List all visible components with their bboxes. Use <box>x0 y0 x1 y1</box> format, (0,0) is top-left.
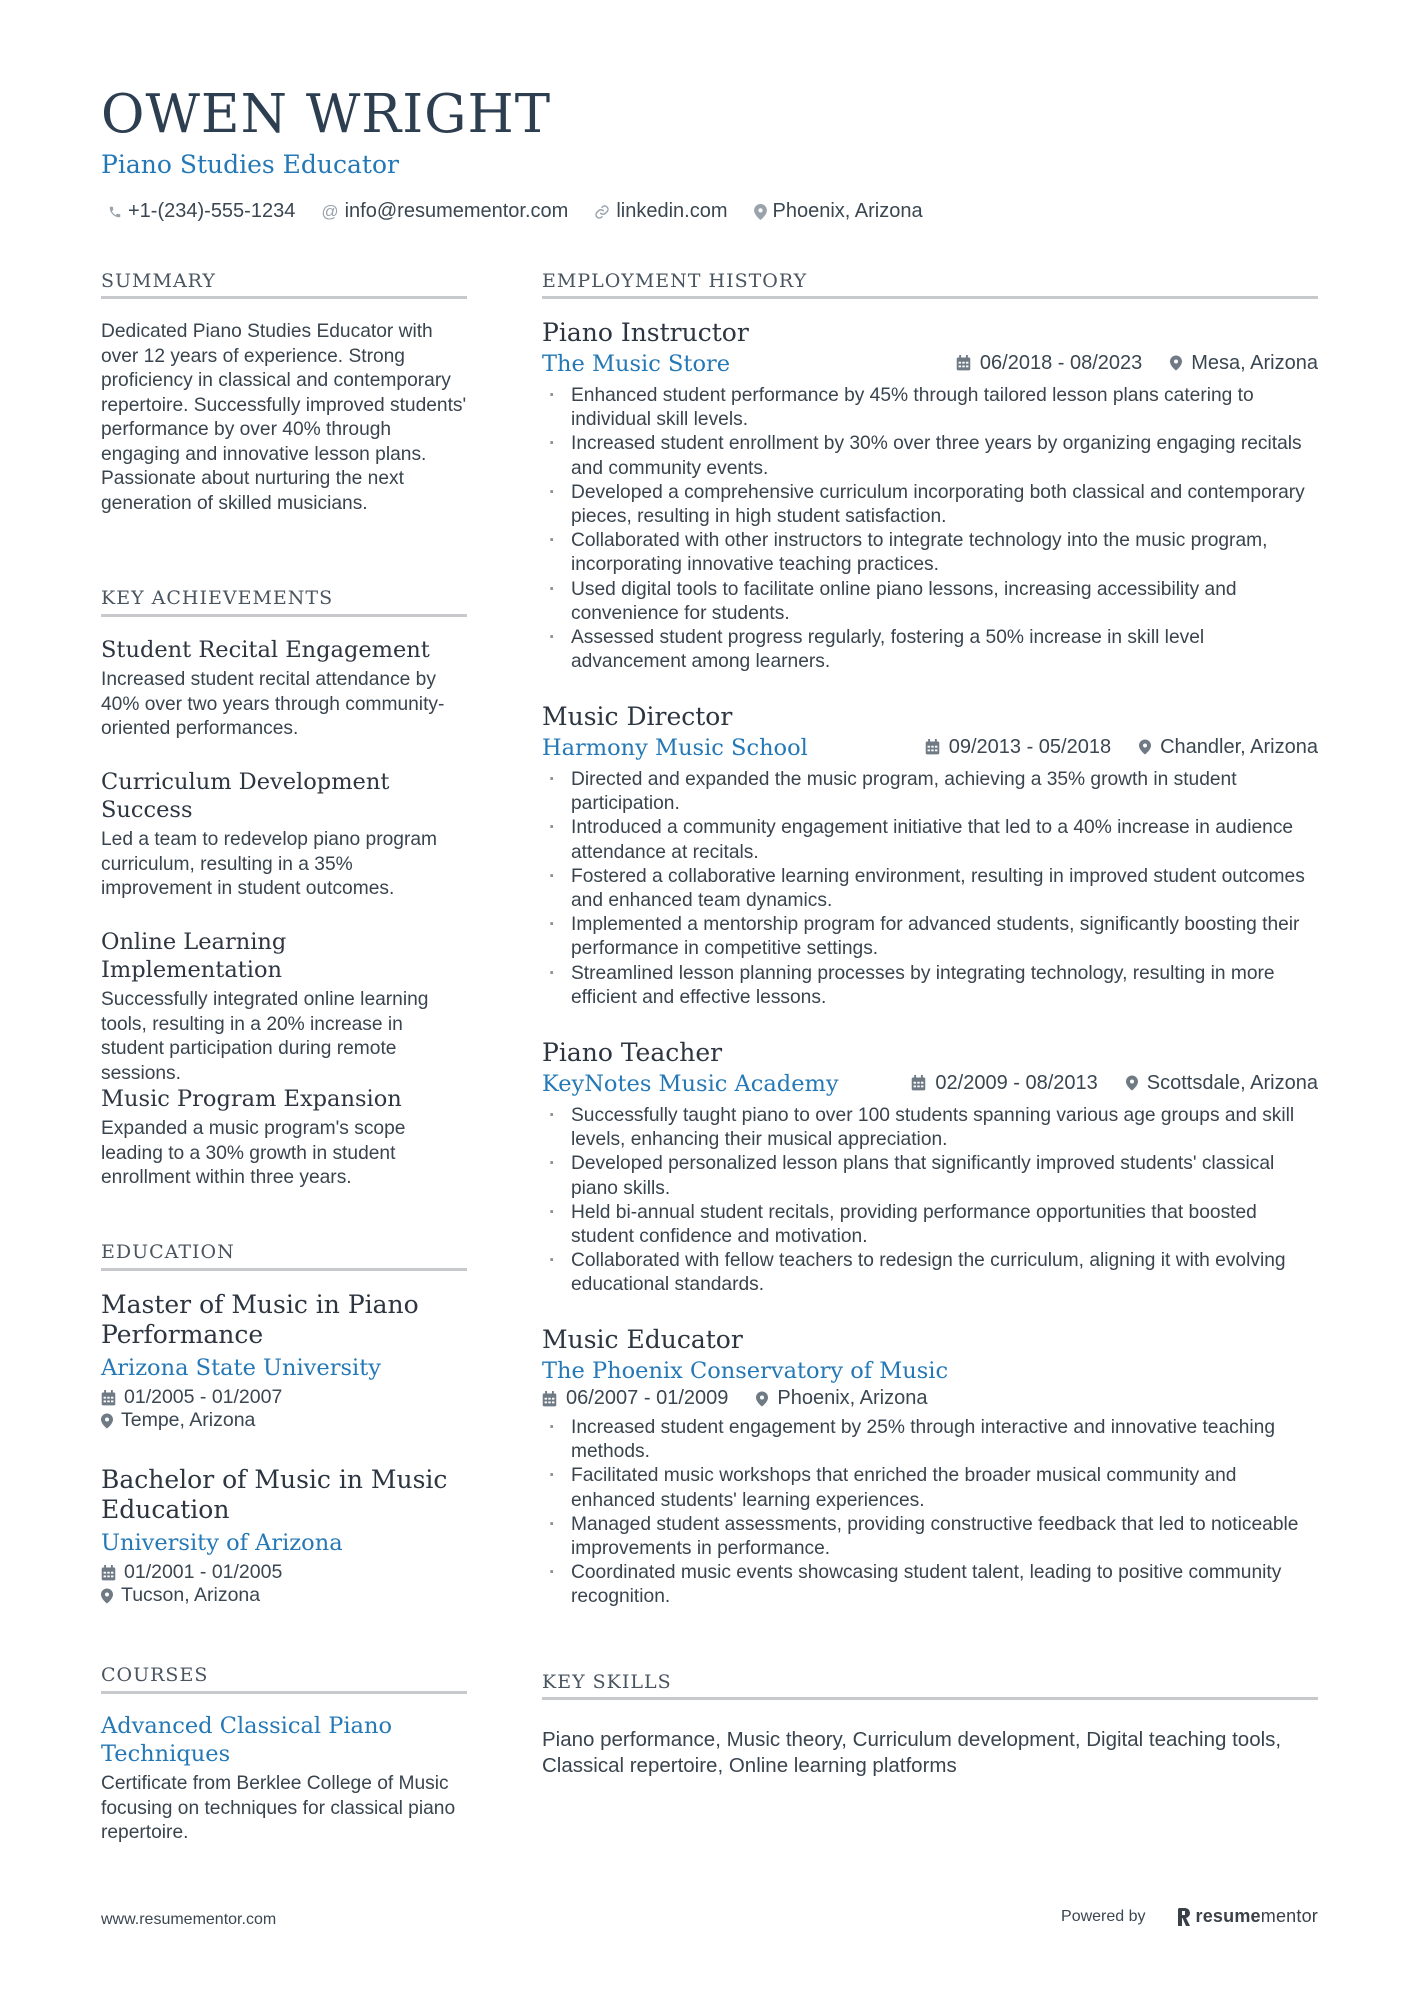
job-dates: 06/2018 - 08/2023 <box>979 351 1143 374</box>
powered-by-label: Powered by <box>1061 1907 1146 1925</box>
employment-heading: EMPLOYMENT HISTORY <box>542 270 808 292</box>
job-bullets <box>542 768 1318 1010</box>
job-location: Mesa, Arizona <box>1191 351 1318 374</box>
job-role: Piano Instructor <box>542 318 749 347</box>
calendar-icon <box>911 1075 926 1091</box>
job-header-row <box>542 734 1318 762</box>
courses-divider <box>101 1691 467 1694</box>
course-item <box>101 1712 467 1846</box>
job-bullet: · Developed personalized lesson plans that significantly improved students' classical piano skills. <box>542 1152 1318 1200</box>
education-dates <box>101 1386 467 1409</box>
job-bullets <box>542 1104 1318 1298</box>
location-icon <box>101 1413 113 1429</box>
location-text: Tucson, Arizona <box>121 1584 261 1606</box>
achievement-title: Online Learning Implementation <box>101 929 287 983</box>
job-bullet: · Directed and expanded the music program, achieving a 35% growth in student participation. <box>542 768 1318 816</box>
phone-text: +1-(234)-555-1234 <box>128 200 296 222</box>
job-bullet: · Successfully taught piano to over 100 students spanning various age groups and skill levels, enhancing their musical appreciation. <box>542 1104 1318 1152</box>
job-bullet: · Increased student enrollment by 30% over three years by organizing engaging recitals and community events. <box>542 432 1318 480</box>
summary-heading: SUMMARY <box>101 270 216 292</box>
calendar-icon <box>101 1390 116 1406</box>
job-bullets <box>542 384 1318 674</box>
summary-text: Dedicated Piano Studies Educator with over 12 years of experience. Strong proficiency in classical and contemporary repertoire. Successfully improved students' performance by over 40% through engaging and innovative lesson plans. Passionate about nurturing the next generation of skilled musicians. <box>101 321 467 514</box>
education-location <box>101 1409 467 1432</box>
job-dates: 06/2007 - 01/2009 <box>566 1387 729 1409</box>
job-bullet: · Streamlined lesson planning processes by integrating technology, resulting in more efficient and effective lessons. <box>542 962 1318 1010</box>
job-entry <box>542 702 1318 1010</box>
course-title: Advanced Classical Piano Techniques <box>101 1713 393 1767</box>
job-company: The Music Store <box>542 351 731 377</box>
footer-brand <box>1061 1906 1318 1927</box>
job-role: Piano Teacher <box>542 1038 723 1067</box>
job-bullet: · Assessed student progress regularly, fostering a 50% increase in skill level advancement among learners. <box>542 626 1318 674</box>
candidate-title: Piano Studies Educator <box>101 150 399 179</box>
education-heading: EDUCATION <box>101 1241 235 1263</box>
achievement-item <box>101 636 467 742</box>
job-location: Chandler, Arizona <box>1160 735 1318 758</box>
achievement-title: Student Recital Engagement <box>101 637 430 663</box>
degree-title: Master of Music in Piano Performance <box>101 1290 419 1349</box>
footer-website[interactable]: www.resumementor.com <box>101 1911 277 1928</box>
job-location: Scottsdale, Arizona <box>1146 1071 1318 1094</box>
achievements-divider <box>101 614 467 617</box>
job-bullet: · Held bi-annual student recitals, providing performance opportunities that boosted student confidence and motivation. <box>542 1201 1318 1249</box>
job-bullet: · Implemented a mentorship program for advanced students, significantly boosting their performance in competitive settings. <box>542 913 1318 961</box>
education-item <box>101 1465 467 1607</box>
email-text: info@resumementor.com <box>344 200 569 222</box>
education-location <box>101 1584 467 1607</box>
job-bullet: · Collaborated with fellow teachers to redesign the curriculum, aligning it with evolving educational standards. <box>542 1249 1318 1297</box>
education-dates <box>101 1561 467 1584</box>
job-bullet: · Managed student assessments, providing constructive feedback that led to noticeable improvements in performance. <box>542 1513 1318 1561</box>
job-header-row <box>542 350 1318 378</box>
job-bullet: · Collaborated with other instructors to integrate technology into the music program, incorporating innovative teaching practices. <box>542 529 1318 577</box>
summary-divider <box>101 296 467 299</box>
job-bullet: · Introduced a community engagement initiative that led to a 40% increase in audience attendance at recitals. <box>542 816 1318 864</box>
job-meta <box>925 736 1318 759</box>
job-entry <box>542 1038 1318 1298</box>
dates-text: 01/2005 - 01/2007 <box>124 1386 283 1408</box>
skills-heading: KEY SKILLS <box>542 1671 672 1693</box>
job-dates: 09/2013 - 05/2018 <box>948 735 1112 758</box>
employment-divider <box>542 296 1318 299</box>
location-icon <box>1126 1075 1138 1091</box>
job-role: Music Educator <box>542 1325 743 1354</box>
job-bullet: · Fostered a collaborative learning environment, resulting in improved student outcomes and enhanced team dynamics. <box>542 865 1318 913</box>
contact-row <box>108 200 949 223</box>
courses-heading: COURSES <box>101 1664 209 1686</box>
school-name: Arizona State University <box>101 1355 381 1381</box>
job-bullet: · Developed a comprehensive curriculum incorporating both classical and contemporary pieces, resulting in high student satisfaction. <box>542 481 1318 529</box>
skills-text: Piano performance, Music theory, Curriculum development, Digital teaching tools, Classical repertoire, Online learning platforms <box>542 1728 1282 1777</box>
achievement-text: Expanded a music program's scope leading to a 30% growth in student enrollment within three years. <box>101 1118 406 1188</box>
job-header-row <box>542 1070 1318 1098</box>
achievement-item <box>101 768 467 902</box>
achievements-heading: KEY ACHIEVEMENTS <box>101 587 334 609</box>
course-text: Certificate from Berklee College of Music focusing on techniques for classical piano repertoire. <box>101 1773 456 1843</box>
contact-location <box>754 200 923 223</box>
job-meta <box>911 1072 1318 1095</box>
location-icon <box>754 204 767 220</box>
brand-mark-icon <box>1176 1907 1192 1927</box>
at-icon: @ <box>321 201 339 221</box>
achievement-text: Increased student recital attendance by 40% over two years through community-oriented performances. <box>101 669 445 739</box>
job-company: Harmony Music School <box>542 735 808 761</box>
brand-bold-text: resume <box>1195 1906 1261 1926</box>
location-icon <box>1139 739 1151 755</box>
job-entry <box>542 1325 1318 1610</box>
achievement-item <box>101 928 467 1086</box>
location-text: Phoenix, Arizona <box>772 200 923 222</box>
school-name: University of Arizona <box>101 1530 343 1556</box>
job-bullets <box>542 1416 1318 1610</box>
linkedin-text: linkedin.com <box>616 200 728 222</box>
job-location: Phoenix, Arizona <box>777 1387 928 1409</box>
dates-text: 01/2001 - 01/2005 <box>124 1561 283 1583</box>
contact-phone[interactable] <box>108 200 295 223</box>
education-divider <box>101 1268 467 1271</box>
calendar-icon <box>101 1565 116 1581</box>
calendar-icon <box>542 1391 557 1407</box>
location-icon <box>756 1391 768 1407</box>
achievement-item <box>101 1085 467 1191</box>
skills-section <box>542 1727 1317 1779</box>
candidate-name: OWEN WRIGHT <box>101 84 552 145</box>
location-text: Tempe, Arizona <box>121 1409 256 1431</box>
calendar-icon <box>925 739 940 755</box>
job-bullet: · Used digital tools to facilitate online piano lessons, increasing accessibility and convenience for students. <box>542 578 1318 626</box>
achievement-text: Successfully integrated online learning tools, resulting in a 20% increase in student participation during remote sessions. <box>101 989 429 1084</box>
job-dates: 02/2009 - 08/2013 <box>935 1071 1098 1094</box>
job-bullet: · Increased student engagement by 25% through interactive and innovative teaching methods. <box>542 1416 1318 1464</box>
job-company: The Phoenix Conservatory of Music <box>542 1358 949 1384</box>
job-meta <box>956 352 1318 375</box>
phone-icon <box>108 205 122 219</box>
job-entry <box>542 318 1318 674</box>
degree-title: Bachelor of Music in Music Education <box>101 1465 448 1524</box>
achievement-title: Music Program Expansion <box>101 1086 402 1112</box>
contact-linkedin[interactable] <box>594 200 727 223</box>
job-role: Music Director <box>542 702 733 731</box>
contact-email[interactable] <box>321 200 568 223</box>
location-icon <box>101 1588 113 1604</box>
calendar-icon <box>956 355 971 371</box>
job-bullet: · Facilitated music workshops that enriched the broader musical community and enhanced students' learning experiences. <box>542 1464 1318 1512</box>
achievement-text: Led a team to redevelop piano program curriculum, resulting in a 35% improvement in student outcomes. <box>101 829 437 899</box>
brand-light-text: mentor <box>1260 1906 1318 1926</box>
brand-logo[interactable] <box>1176 1906 1318 1927</box>
link-icon <box>594 204 610 220</box>
summary-section <box>101 320 467 516</box>
achievement-title: Curriculum Development Success <box>101 769 390 823</box>
job-company: KeyNotes Music Academy <box>542 1071 839 1097</box>
education-item <box>101 1290 467 1432</box>
location-icon <box>1170 355 1182 371</box>
skills-divider <box>542 1697 1318 1700</box>
job-bullet: · Enhanced student performance by 45% through tailored lesson plans catering to individual skill levels. <box>542 384 1318 432</box>
job-meta <box>542 1387 1318 1410</box>
job-bullet: · Coordinated music events showcasing student talent, leading to positive community recognition. <box>542 1561 1318 1609</box>
